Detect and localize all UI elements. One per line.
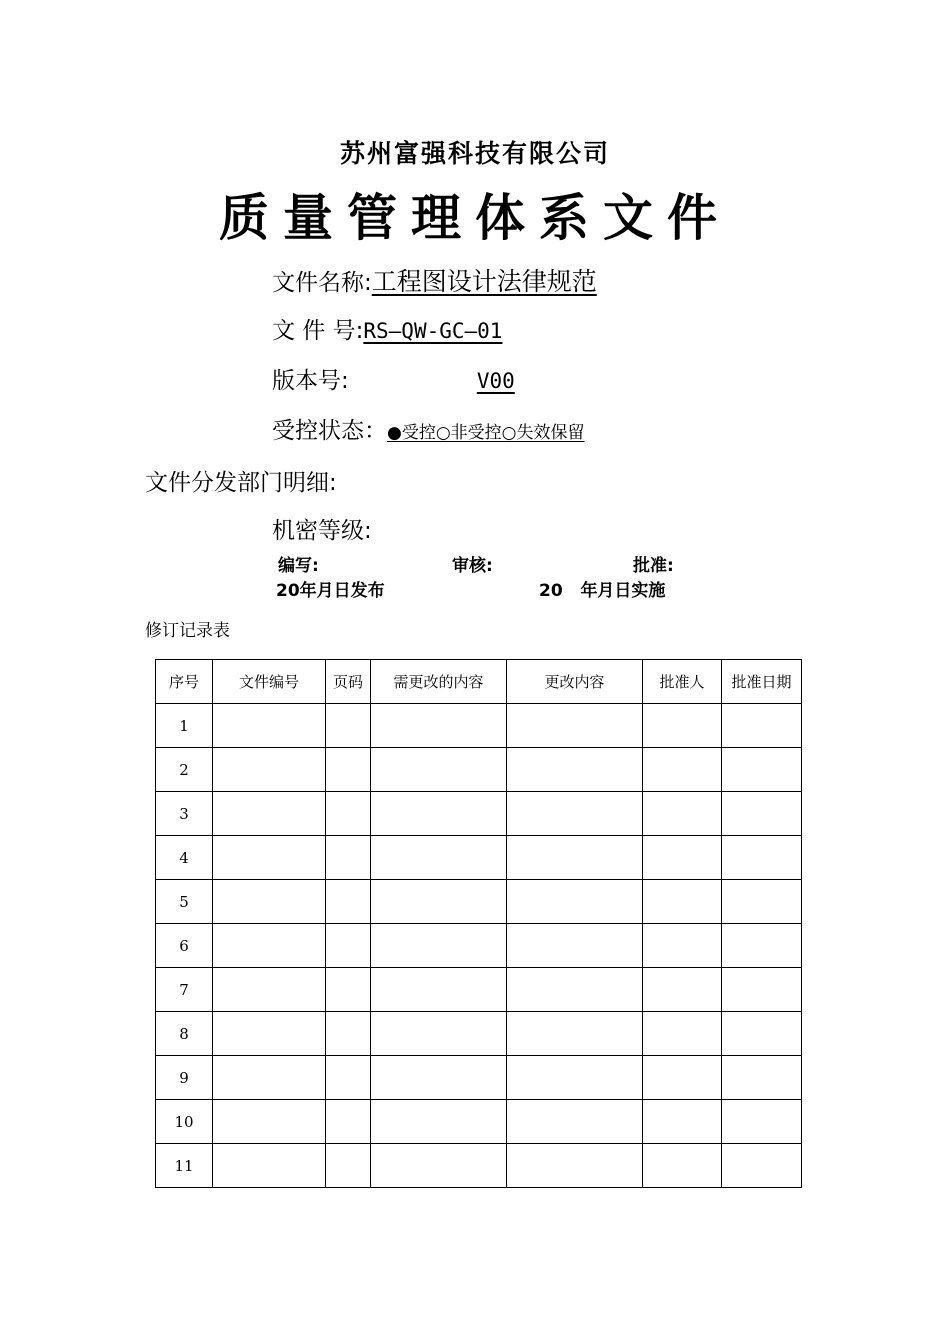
table-row (156, 704, 802, 748)
header-approval-date: 批准日期 (722, 660, 802, 704)
empty-cell (722, 1012, 802, 1056)
file-number-value: RS—QW-GC—01 (363, 319, 503, 343)
empty-cell (722, 792, 802, 836)
empty-cell (213, 1012, 326, 1056)
version-label: 版本号: (272, 368, 349, 394)
empty-cell (643, 880, 722, 924)
empty-cell (371, 880, 507, 924)
empty-cell (326, 704, 371, 748)
approver-label: 批准: (633, 556, 674, 576)
empty-cell (213, 704, 326, 748)
table-row (156, 968, 802, 1012)
empty-cell (722, 1056, 802, 1100)
empty-cell (371, 968, 507, 1012)
empty-cell (722, 704, 802, 748)
reviewer-label: 审核: (452, 556, 493, 576)
table-row (156, 1144, 802, 1188)
table-row (156, 836, 802, 880)
empty-cell (371, 1100, 507, 1144)
empty-cell (507, 704, 643, 748)
version-value: V00 (476, 369, 515, 393)
empty-cell (507, 1100, 643, 1144)
empty-cell (643, 1012, 722, 1056)
header-changed-content: 更改内容 (507, 660, 643, 704)
version-row (272, 362, 515, 395)
table-row (156, 748, 802, 792)
empty-cell (213, 1100, 326, 1144)
row-index-cell: 7 (156, 968, 213, 1012)
empty-cell (722, 968, 802, 1012)
empty-cell (643, 704, 722, 748)
row-index-cell: 5 (156, 880, 213, 924)
file-name-row (272, 262, 597, 298)
empty-cell (213, 1144, 326, 1188)
implement-year: 20 (539, 581, 563, 601)
empty-cell (371, 704, 507, 748)
empty-cell (213, 880, 326, 924)
control-status-value: ●受控○非受控○失效保留 (387, 423, 585, 443)
empty-cell (371, 924, 507, 968)
revision-table-title: 修订记录表 (145, 621, 230, 641)
empty-cell (643, 924, 722, 968)
row-index-cell: 8 (156, 1012, 213, 1056)
empty-cell (213, 836, 326, 880)
empty-cell (643, 968, 722, 1012)
control-status-row (272, 412, 585, 445)
table-header-row (156, 660, 802, 704)
empty-cell (507, 924, 643, 968)
empty-cell (507, 880, 643, 924)
header-approver: 批准人 (643, 660, 722, 704)
file-number-row (272, 312, 502, 345)
empty-cell (507, 1056, 643, 1100)
company-name: 苏州富强科技有限公司 (339, 139, 610, 168)
empty-cell (722, 836, 802, 880)
empty-cell (213, 924, 326, 968)
empty-cell (213, 1056, 326, 1100)
empty-cell (722, 748, 802, 792)
empty-cell (507, 1144, 643, 1188)
table-row (156, 1056, 802, 1100)
row-index-cell: 9 (156, 1056, 213, 1100)
row-index-cell: 10 (156, 1100, 213, 1144)
empty-cell (643, 1144, 722, 1188)
release-date: 20年月日发布 (276, 581, 385, 601)
empty-cell (326, 924, 371, 968)
empty-cell (643, 1056, 722, 1100)
implement-date (539, 576, 665, 601)
header-page: 页码 (326, 660, 371, 704)
empty-cell (371, 748, 507, 792)
empty-cell (643, 748, 722, 792)
empty-cell (213, 792, 326, 836)
empty-cell (326, 748, 371, 792)
control-status-label: 受控状态： (272, 418, 387, 444)
empty-cell (371, 1056, 507, 1100)
table-row (156, 924, 802, 968)
table-row (156, 1012, 802, 1056)
file-name-label: 文件名称: (272, 270, 372, 296)
empty-cell (722, 880, 802, 924)
empty-cell (326, 1056, 371, 1100)
implement-text: 年月日实施 (580, 581, 666, 601)
empty-cell (722, 1144, 802, 1188)
empty-cell (326, 1012, 371, 1056)
secrecy-label: 机密等级: (272, 518, 372, 544)
empty-cell (326, 880, 371, 924)
empty-cell (326, 968, 371, 1012)
author-label: 编写: (278, 556, 319, 576)
empty-cell (326, 1144, 371, 1188)
empty-cell (371, 792, 507, 836)
empty-cell (507, 836, 643, 880)
row-index-cell: 6 (156, 924, 213, 968)
row-index-cell: 3 (156, 792, 213, 836)
empty-cell (643, 836, 722, 880)
empty-cell (643, 1100, 722, 1144)
empty-cell (213, 968, 326, 1012)
header-file-number: 文件编号 (213, 660, 326, 704)
table-row (156, 880, 802, 924)
empty-cell (507, 968, 643, 1012)
empty-cell (371, 836, 507, 880)
empty-cell (507, 1012, 643, 1056)
distribution-label: 文件分发部门明细: (145, 470, 337, 496)
revision-table (155, 659, 802, 1188)
file-number-label: 文 件 号: (272, 318, 364, 344)
table-row (156, 792, 802, 836)
row-index-cell: 2 (156, 748, 213, 792)
file-name-value: 工程图设计法律规范 (371, 267, 597, 296)
empty-cell (722, 1100, 802, 1144)
empty-cell (507, 792, 643, 836)
header-index: 序号 (156, 660, 213, 704)
document-title: 质量管理体系文件 (219, 188, 731, 247)
empty-cell (371, 1144, 507, 1188)
empty-cell (507, 748, 643, 792)
empty-cell (213, 748, 326, 792)
table-row (156, 1100, 802, 1144)
empty-cell (722, 924, 802, 968)
row-index-cell: 1 (156, 704, 213, 748)
empty-cell (326, 1100, 371, 1144)
empty-cell (643, 792, 722, 836)
row-index-cell: 11 (156, 1144, 213, 1188)
empty-cell (326, 792, 371, 836)
row-index-cell: 4 (156, 836, 213, 880)
header-content-to-change: 需更改的内容 (371, 660, 507, 704)
empty-cell (371, 1012, 507, 1056)
empty-cell (326, 836, 371, 880)
